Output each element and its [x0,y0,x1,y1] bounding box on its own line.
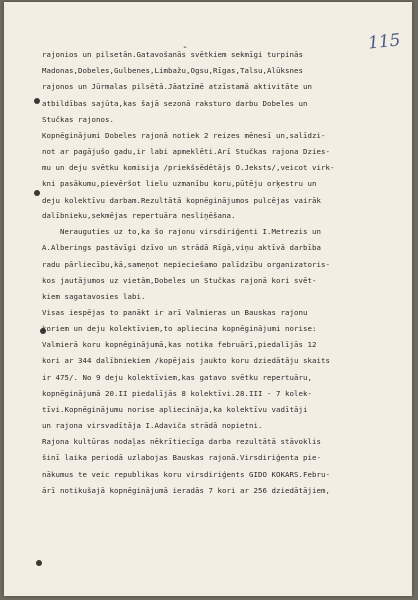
punch-hole-mark [34,98,40,104]
text-line: kiem sagatavosies labi. [42,292,146,301]
document-page [4,2,412,596]
text-line: nākumus te veic republikas koru virsdiriģents GIDO KOKARS.Febru- [42,470,330,479]
text-line: Visas iespējas to panākt ir arī Valmieras un Bauskas rajonu [42,308,308,317]
text-line: Stučkas rajonos. [42,115,114,124]
text-line: Rajona kultūras nodaļas nēkrītiecīga darba rezultātā stāvoklis [42,437,321,446]
text-line: deju kolektīvu darbam.Rezultātā kopnēginājumos pulcējas vairāk [42,196,321,205]
text-line: rajonos un Jūrmalas pilsētā.Jāatzīmē atzīstamā aktivitāte un [42,82,312,91]
text-line: kopnēginājumā 20.II piedalījās 8 kolektīvi.28.III - 7 kolek- [42,389,312,398]
text-line: not ar pagājušo gadu,ir labi apmeklēti.Arī Stučkas rajona Dzies- [42,147,330,156]
text-line: šinī laika periodā uzlabojas Bauskas rajonā.Virsdiriģenta pie- [42,453,321,462]
text-line: mu un deju svētku komisija /priekšsēdētājs O.Jeksts/,veicot virk- [42,163,335,172]
text-line: dalībnieku,sekmējas repertuāra nesliņēšana. [42,211,236,220]
handwritten-page-number: 115 [367,30,402,54]
text-line: kos jautājumos uz vietām,Dobeles un Stučkas rajonā kori svēt- [42,276,317,285]
text-line: kori ar 344 dalībniekiem /kopējais jaukto koru dziedātāju skaits [42,356,330,365]
text-line: ārī notikušajā kopnēginājumā ieradās 7 kori ar 256 dziedātājiem, [42,486,330,495]
text-line: un rajona virsvadītāja I.Adaviča strādā nopietni. [42,421,263,430]
text-line: Madonas,Dobeles,Gulbenes,Limbažu,Ogsu,Rīgas,Talsu,Alūksnes [42,66,303,75]
text-line: Kopnēginājumi Dobeles rajonā notiek 2 reizes mēnesī un,salīdzi- [42,131,326,140]
text-line: A.Alberings pastāvīgi dzīvo un strādā Rīgā,viņu aktīvā darbība [42,243,321,252]
text-line: Nerauguties uz to,ka šo rajonu virsdiriģenti I.Metrezis un [42,227,321,236]
text-line: koriem un deju kolektīviem,to apliecina kopnēginājumi norise: [42,324,317,333]
text-line: Valmierā koru kopnēginājumā,kas notika februārī,piedalījās 12 [42,340,317,349]
text-line: ir 475/. No 9 deju kolektīviem,kas gatavo svētku repertuāru, [42,373,312,382]
text-line: rajonios un pilsetān.Gatavošanās svētkiem sekmīgi turpinās [42,50,303,59]
text-line: atbildības sajūta,kas šajā sezonā raksturo darbu Dobeles un [42,99,308,108]
page-dash-mark: - [182,42,189,53]
text-line: tīvi.Kopnēginājumu norise apliecināja,ka kolektīvu vadītāji [42,405,308,414]
punch-hole-mark [34,190,40,196]
text-line: kni pasākumu,pievēršot lielu uzmanību koru,pūtēju orķestru un [42,179,317,188]
text-line: radu pārliecību,kā,sameņot nepieciešamo palīdzību organizatoris- [42,260,330,269]
punch-hole-mark [36,560,42,566]
